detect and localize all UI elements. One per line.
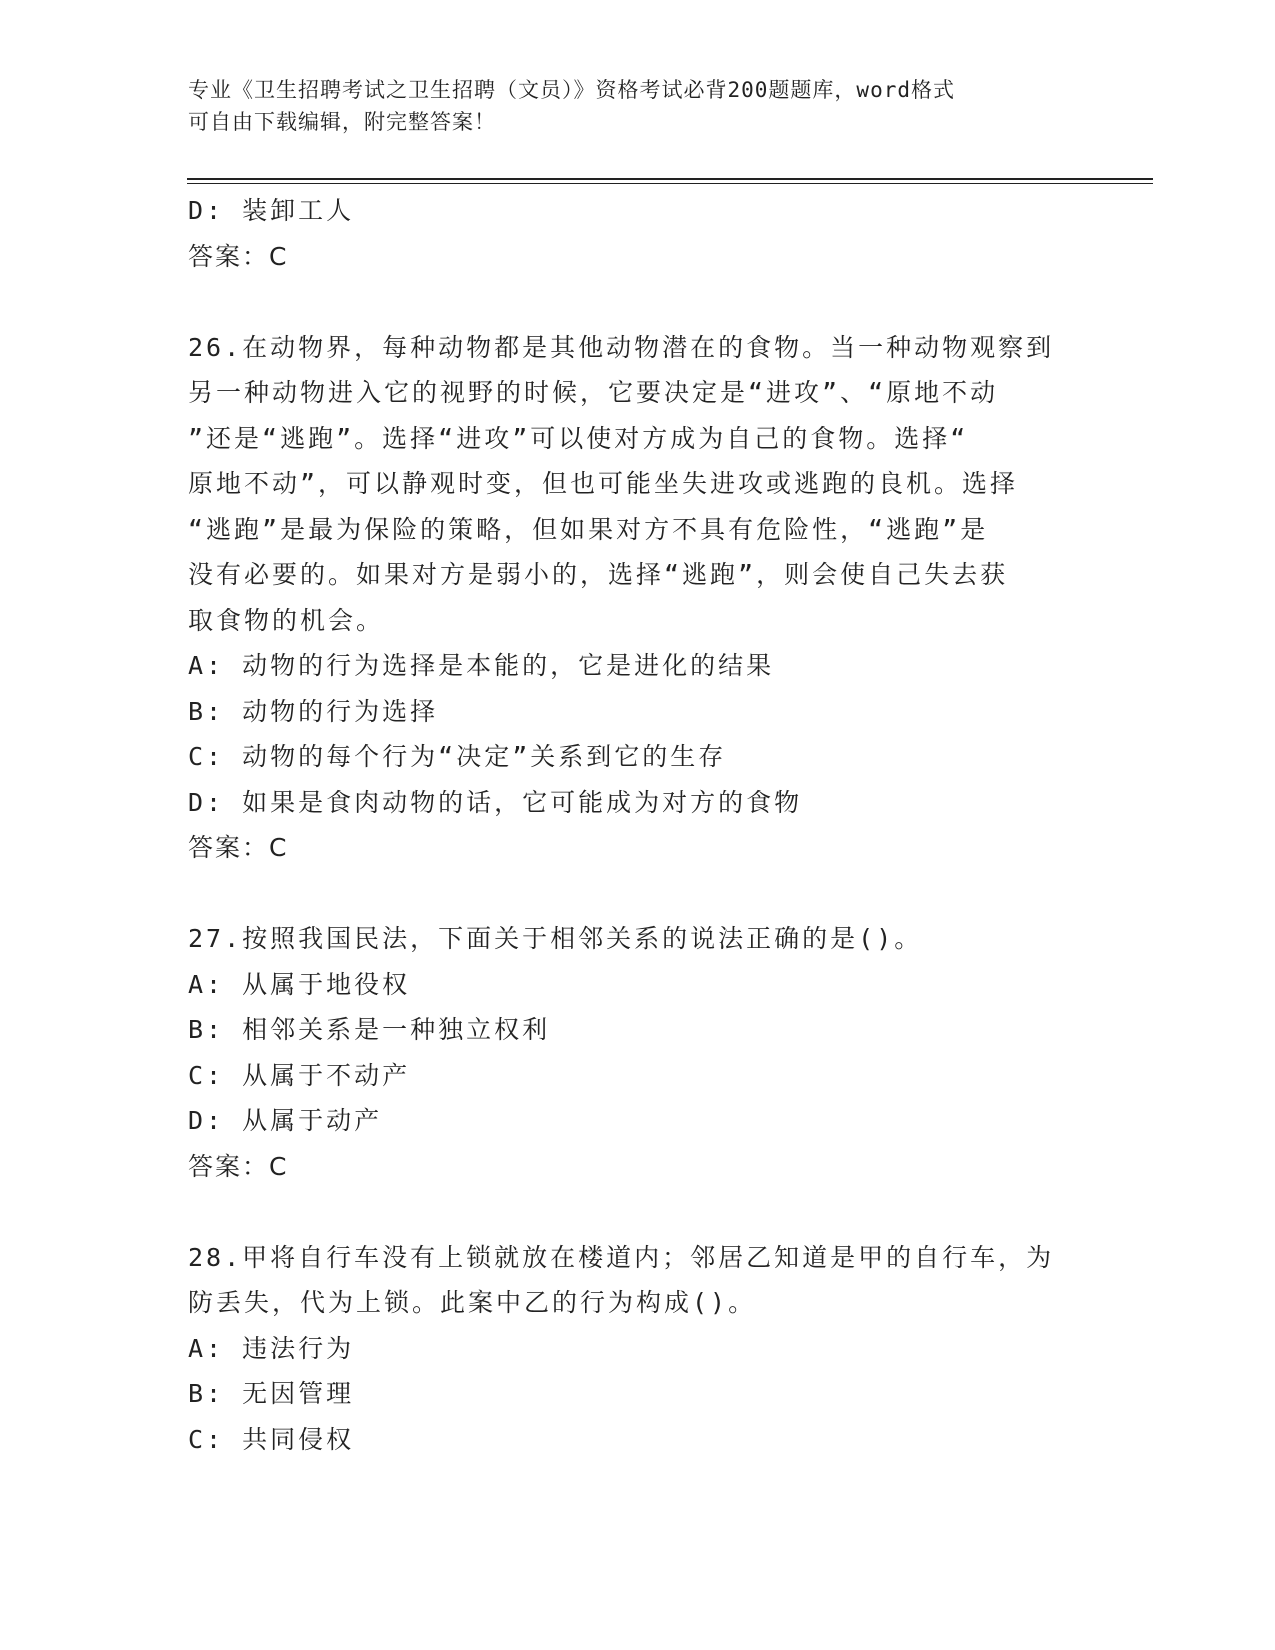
question-text-line: 26.在动物界，每种动物都是其他动物潜在的食物。当一种动物观察到: [188, 332, 1055, 362]
question-text-line: ”还是“逃跑”。选择“进攻”可以使对方成为自己的食物。选择“: [188, 423, 969, 453]
option-c: C: 共同侵权: [188, 1424, 355, 1454]
header-line: 可自由下载编辑，附完整答案！: [188, 110, 496, 134]
document-body: [188, 188, 1088, 1462]
option-b: B: 动物的行为选择: [188, 696, 439, 726]
question-text-line: 防丢失，代为上锁。此案中乙的行为构成()。: [188, 1288, 757, 1317]
option-b: B: 相邻关系是一种独立权利: [188, 1015, 551, 1044]
question-27: [188, 916, 1088, 1189]
question-text-line: 另一种动物进入它的视野的时候，它要决定是“进攻”、“原地不动: [188, 378, 999, 407]
question-text-line: 没有必要的。如果对方是弱小的，选择“逃跑”，则会使自己失去获: [188, 560, 1009, 589]
answer-line: 答案：C: [188, 1151, 289, 1181]
option-c: C: 动物的每个行为“决定”关系到它的生存: [188, 742, 727, 771]
option-b: B: 无因管理: [188, 1379, 355, 1408]
header-line: 专业《卫生招聘考试之卫生招聘（文员）》资格考试必背200题题库，word格式: [188, 78, 955, 102]
header-divider-thin: [187, 183, 1153, 184]
header-divider: [187, 178, 1153, 180]
spacer: [188, 1189, 1088, 1235]
answer-line: 答案：C: [188, 241, 289, 271]
option-d: D: 从属于动产: [188, 1106, 383, 1135]
spacer: [188, 279, 1088, 325]
question-text-line: “逃跑”是最为保险的策略，但如果对方不具有危险性，“逃跑”是: [188, 514, 989, 544]
question-text-line: 28.甲将自行车没有上锁就放在楼道内；邻居乙知道是甲的自行车，为: [188, 1242, 1055, 1272]
document-header: [188, 74, 1068, 138]
option-d: D: 如果是食肉动物的话，它可能成为对方的食物: [188, 787, 803, 817]
question-25-tail: [188, 188, 1088, 279]
spacer: [188, 871, 1088, 917]
option-a: A: 从属于地役权: [188, 969, 411, 999]
question-26: [188, 325, 1088, 871]
answer-line: 答案：C: [188, 833, 289, 862]
option-d: D: 装卸工人: [188, 196, 355, 225]
option-a: A: 违法行为: [188, 1333, 355, 1363]
question-28: [188, 1235, 1088, 1463]
option-a: A: 动物的行为选择是本能的，它是进化的结果: [188, 651, 775, 680]
question-text-line: 原地不动”，可以静观时变，但也可能坐失进攻或逃跑的良机。选择: [188, 469, 1019, 498]
question-text-line: 取食物的机会。: [188, 605, 385, 635]
option-c: C: 从属于不动产: [188, 1060, 411, 1090]
question-text-line: 27.按照我国民法，下面关于相邻关系的说法正确的是()。: [188, 924, 923, 953]
